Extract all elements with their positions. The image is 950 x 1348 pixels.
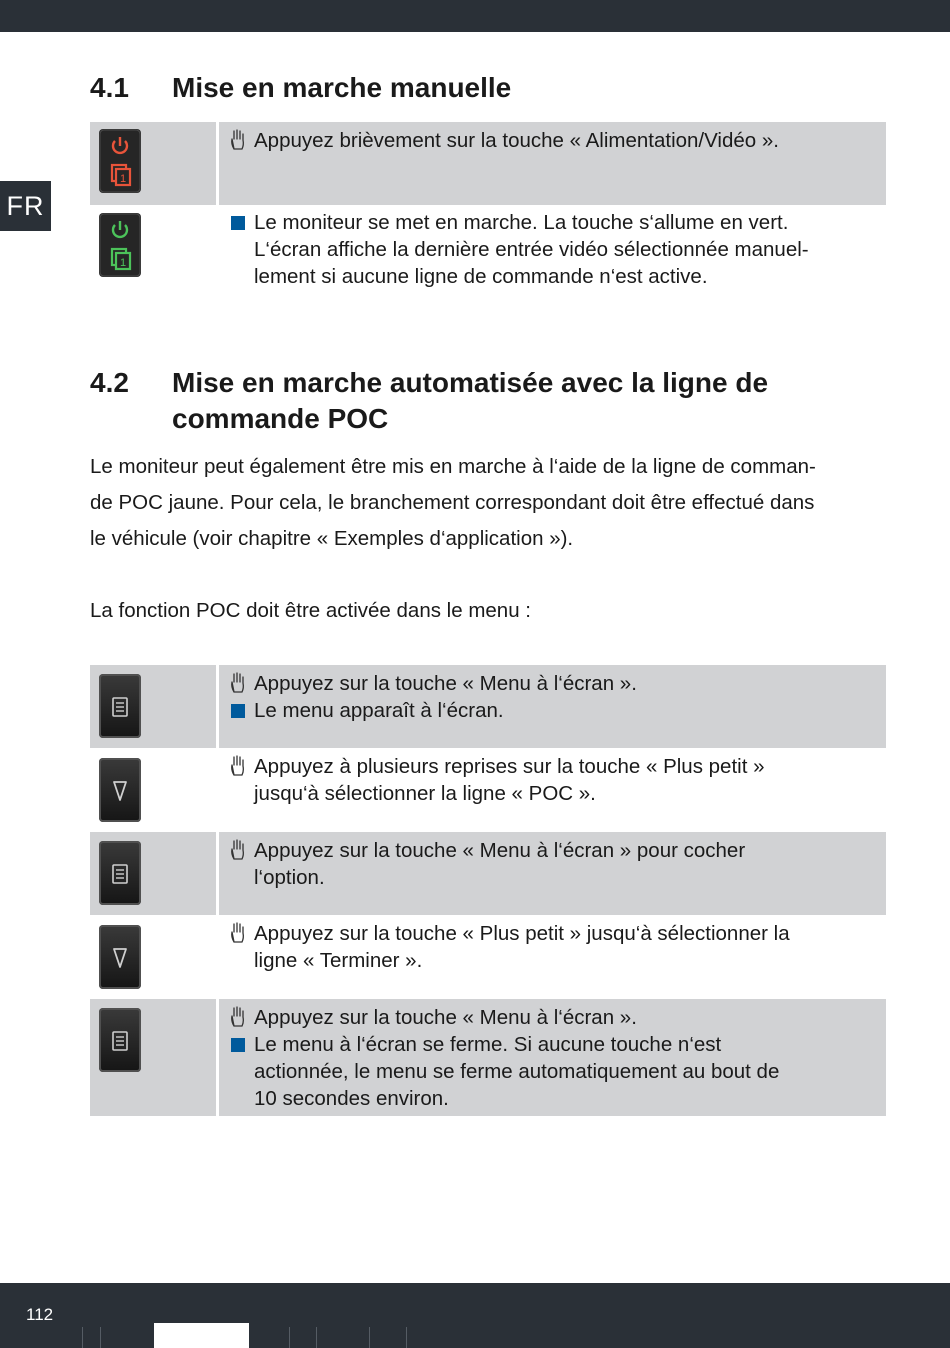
action-line: Appuyez à plusieurs reprises sur la touche « Plus petit » [254, 753, 876, 780]
language-tab: FR [0, 181, 51, 231]
instruction-row [90, 748, 886, 832]
menu-button-icon [99, 841, 141, 905]
result-line: L‘écran affiche la dernière entrée vidéo sélectionnée manuel- [254, 238, 809, 261]
action-line: Appuyez sur la touche « Menu à l‘écran ». [254, 1004, 876, 1031]
footer-tick [316, 1327, 317, 1348]
power-video-button-red-icon [99, 129, 141, 193]
icon-cell [90, 832, 216, 915]
hand-pointer-icon [228, 1004, 248, 1031]
action-line: ligne « Terminer ». [254, 949, 423, 972]
header-bar [0, 0, 950, 32]
text-cell [219, 665, 886, 748]
text-cell [219, 915, 886, 999]
section-heading-4-2 [90, 365, 890, 437]
result-line: Le moniteur se met en marche. La touche s‘allume en vert. [254, 209, 876, 236]
footer-marker [154, 1323, 249, 1348]
down-button-icon [99, 758, 141, 822]
action-line: Appuyez sur la touche « Menu à l‘écran ». [254, 670, 876, 697]
instruction-row [90, 205, 886, 290]
footer-tick [406, 1327, 407, 1348]
result-line: lement si aucune ligne de commande n‘est active. [254, 265, 708, 288]
down-button-icon [99, 925, 141, 989]
footer-tick [100, 1327, 101, 1348]
section-title: Mise en marche manuelle [172, 72, 512, 103]
action-line: l‘option. [254, 866, 325, 889]
section-title-line: Mise en marche automatisée avec la ligne de [172, 367, 769, 398]
action-line: Appuyez brièvement sur la touche « Alimentation/Vidéo ». [254, 127, 876, 154]
result-line: actionnée, le menu se ferme automatiquement au bout de [254, 1060, 780, 1083]
text-cell [219, 999, 886, 1116]
blue-square-bullet-icon [228, 209, 248, 236]
footer-tick [82, 1327, 83, 1348]
footer-bar [0, 1283, 950, 1348]
icon-cell [90, 205, 216, 290]
text-cell [219, 122, 886, 205]
result-line: Le menu à l‘écran se ferme. Si aucune touche n‘est [254, 1031, 876, 1058]
section-title-line: commande POC [172, 403, 389, 434]
menu-button-icon [99, 674, 141, 738]
instruction-row [90, 915, 886, 999]
icon-cell [90, 748, 216, 832]
intro-line: de POC jaune. Pour cela, le branchement correspondant doit être effectué dans [90, 491, 815, 514]
icon-cell [90, 999, 216, 1116]
footer-tick [369, 1327, 370, 1348]
text-cell [219, 748, 886, 832]
svg-text:1: 1 [119, 173, 127, 185]
intro-line: le véhicule (voir chapitre « Exemples d‘application »). [90, 527, 574, 550]
text-cell [219, 832, 886, 915]
instruction-row [90, 999, 886, 1116]
svg-text:1: 1 [119, 257, 127, 269]
result-line: Le menu apparaît à l‘écran. [254, 697, 876, 724]
menu-note: La fonction POC doit être activée dans le menu : [90, 599, 532, 622]
hand-pointer-icon [228, 837, 248, 864]
section-number: 4.2 [90, 367, 129, 398]
hand-pointer-icon [228, 127, 248, 154]
icon-cell [90, 665, 216, 748]
action-line: Appuyez sur la touche « Plus petit » jusqu‘à sélectionner la [254, 920, 876, 947]
action-line: jusqu‘à sélectionner la ligne « POC ». [254, 782, 596, 805]
result-line: 10 secondes environ. [254, 1087, 449, 1110]
action-line: Appuyez sur la touche « Menu à l‘écran » pour cocher [254, 837, 876, 864]
text-cell [219, 205, 886, 290]
instruction-row [90, 832, 886, 915]
hand-pointer-icon [228, 753, 248, 780]
icon-cell [90, 915, 216, 999]
hand-pointer-icon [228, 670, 248, 697]
icon-cell [90, 122, 216, 205]
section-heading-4-1 [90, 70, 890, 106]
power-video-button-green-icon [99, 213, 141, 277]
intro-line: Le moniteur peut également être mis en marche à l‘aide de la ligne de comman- [90, 455, 816, 478]
hand-pointer-icon [228, 920, 248, 947]
page-number: 112 [26, 1305, 54, 1324]
blue-square-bullet-icon [228, 697, 248, 724]
blue-square-bullet-icon [228, 1031, 248, 1058]
section-number: 4.1 [90, 72, 129, 103]
instruction-row [90, 122, 886, 205]
instruction-row [90, 665, 886, 748]
footer-tick [289, 1327, 290, 1348]
menu-button-icon [99, 1008, 141, 1072]
